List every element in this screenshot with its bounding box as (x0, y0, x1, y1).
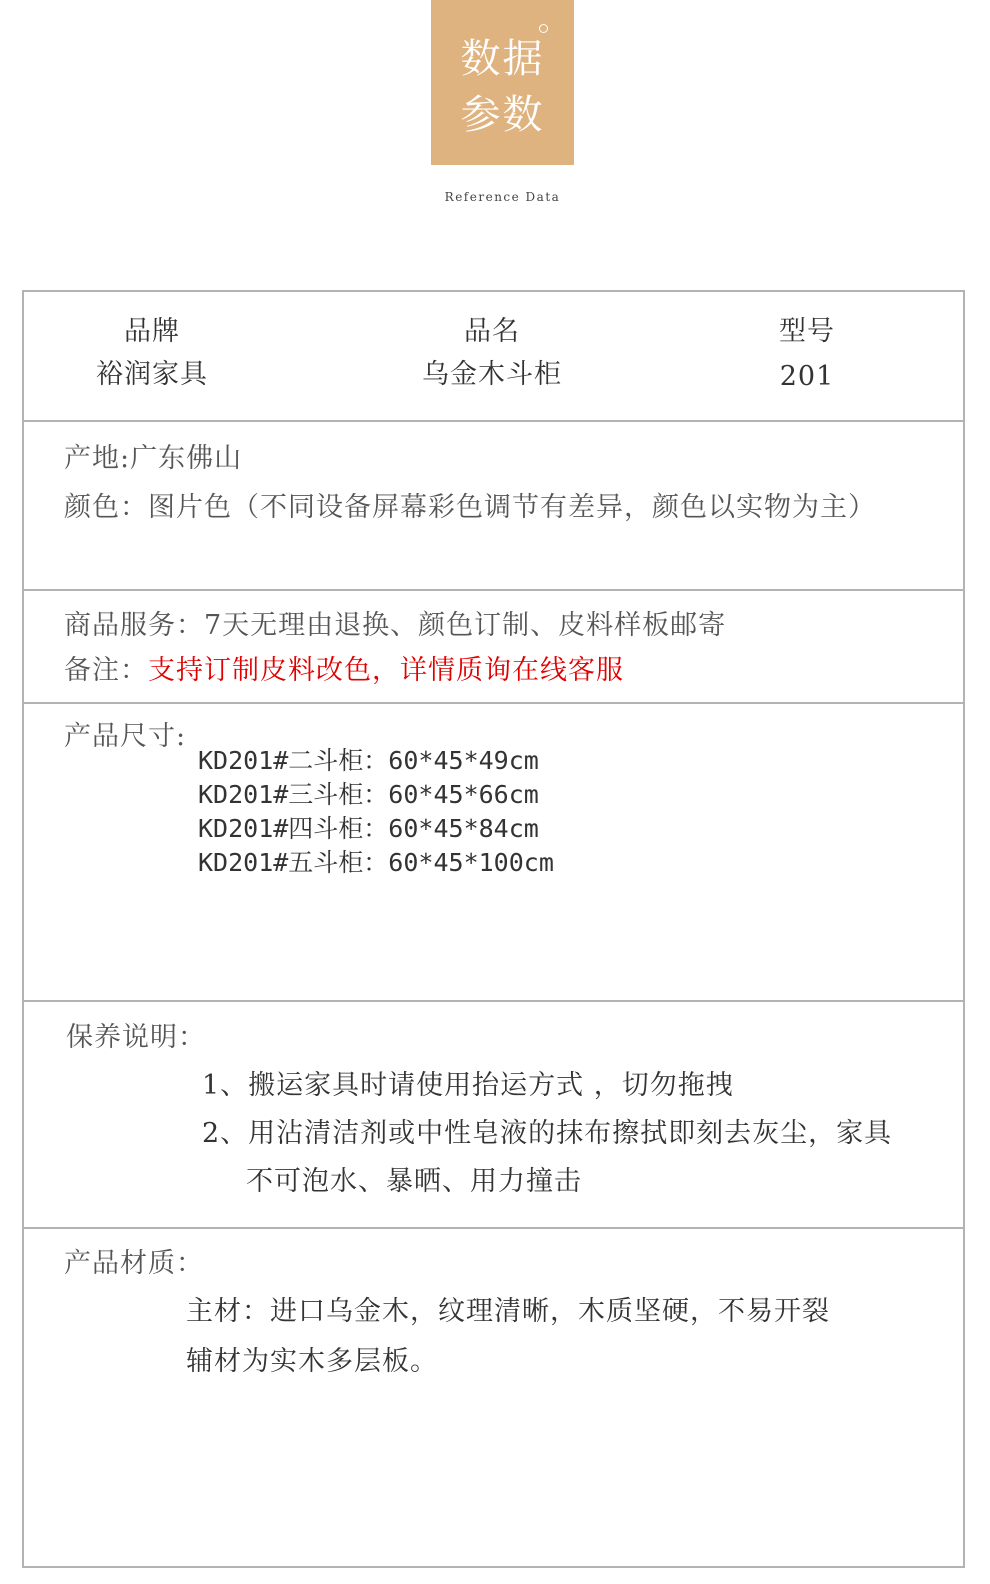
dimensions-label: 产品尺寸: (64, 721, 187, 752)
material-line: 主材：进口乌金木，纹理清晰，木质坚硬，不易开裂 (186, 1296, 830, 1327)
badge-title-line2: 参数 (460, 92, 545, 138)
name-label: 品名 (464, 316, 520, 347)
name-value: 乌金木斗柜 (422, 359, 562, 390)
dimension-item: KD201#三斗柜：60*45*66cm (198, 780, 539, 809)
badge-title-line1: 数据 (460, 36, 545, 82)
note-line (64, 656, 624, 686)
section-subtitle: Reference Data (444, 190, 561, 204)
spec-table (22, 290, 965, 1568)
model-label: 型号 (779, 316, 835, 347)
origin-line: 产地:广东佛山 (64, 443, 243, 474)
material-label: 产品材质： (64, 1248, 204, 1279)
care-label: 保养说明： (66, 1022, 206, 1053)
row-divider (24, 1227, 963, 1229)
dimension-item: KD201#五斗柜：60*45*100cm (198, 848, 554, 877)
dimension-item: KD201#二斗柜：60*45*49cm (198, 746, 539, 775)
section-badge (431, 0, 574, 165)
dimension-item: KD201#四斗柜：60*45*84cm (198, 814, 539, 843)
note-text: 支持订制皮料改色，详情质询在线客服 (148, 655, 624, 686)
care-line: 2、用沾清洁剂或中性皂液的抹布擦拭即刻去灰尘，家具 (202, 1118, 893, 1149)
badge-dot (539, 24, 548, 33)
material-line: 辅材为实木多层板。 (186, 1346, 438, 1377)
row-divider (24, 420, 963, 422)
brand-value: 裕润家具 (96, 359, 208, 390)
color-line: 颜色：图片色（不同设备屏幕彩色调节有差异，颜色以实物为主） (64, 492, 876, 523)
model-value: 201 (779, 361, 835, 392)
brand-label: 品牌 (124, 316, 180, 347)
note-label: 备注： (64, 655, 148, 686)
service-line: 商品服务：7天无理由退换、颜色订制、皮料样板邮寄 (64, 610, 727, 641)
row-divider (24, 702, 963, 704)
care-line: 不可泡水、暴晒、用力撞击 (246, 1166, 582, 1197)
row-divider (24, 1000, 963, 1002)
care-line: 1、搬运家具时请使用抬运方式 ，切勿拖拽 (202, 1070, 734, 1101)
row-divider (24, 589, 963, 591)
